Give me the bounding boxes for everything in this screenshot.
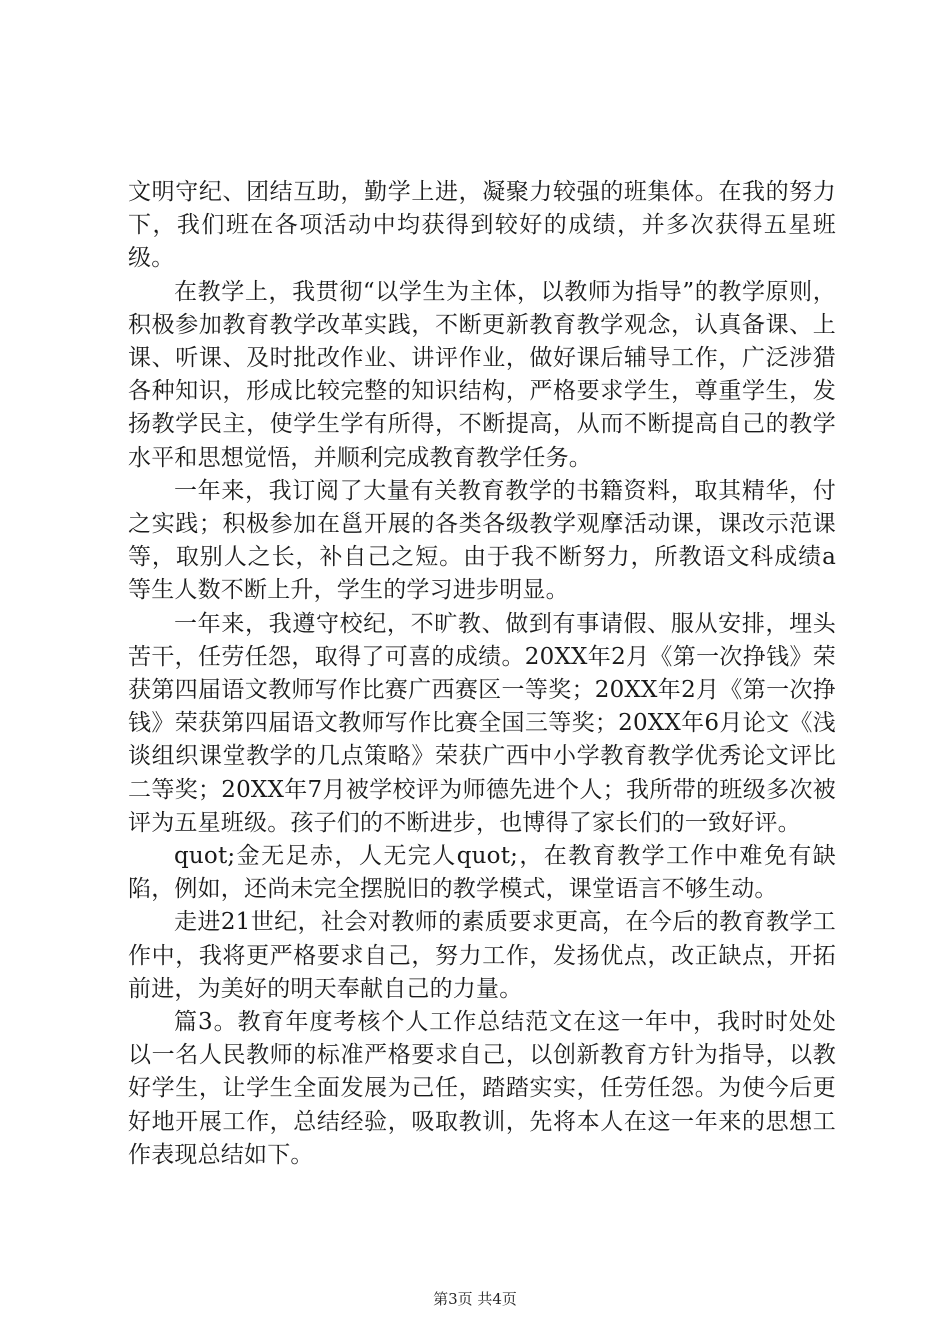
paragraph-teaching: 在教学上，我贯彻“以学生为主体，以教师为指导”的教学原则，积极参加教育教学改革实践，不断更新教育教学观念，认真备课、上课、听课、及时批改作业、讲评作业，做好课后辅导工作，广泛涉猎各种知识，形成比较完整的知识结构，严格要求学生，尊重学生，发扬教学民主，使学生学有所得，不断提高，从而不断提高自己的教学水平和思想觉悟，并顺利完成教育教学任务。 [128, 278, 836, 471]
paragraph-part-3: 篇3。教育年度考核个人工作总结范文在这一年中，我时时处处以一名人民教师的标准严格要求自己，以创新教育方针为指导，以教好学生，让学生全面发展为己任，踏踏实实，任劳任怨。为使今后更好地开展工作，总结经验，吸取教训，先将本人在这一年来的思想工作表现总结如下。 [128, 1009, 836, 1168]
paragraph-outlook: 走进21世纪，社会对教师的素质要求更高，在今后的教育教学工作中，我将更严格要求自己，努力工作，发扬优点，改正缺点，开拓前进，为美好的明天奉献自己的力量。 [128, 909, 836, 1002]
paragraph-shortcomings: quot;金无足赤，人无完人quot;，在教育教学工作中难免有缺陷，例如，还尚未完全摆脱旧的教学模式，课堂语言不够生动。 [128, 843, 836, 903]
page-number-footer: 第3页 共4页 [433, 1290, 517, 1308]
document-body [128, 176, 836, 1172]
paragraph-achievements: 一年来，我遵守校纪，不旷教、做到有事请假、服从安排，埋头苦干，任劳任怨，取得了可喜的成绩。20XX年2月《第一次挣钱》荣获第四届语文教师写作比赛广西赛区一等奖；20XX年2月《第一次挣钱》荣获第四届语文教师写作比赛全国三等奖；20XX年6月论文《浅谈组织课堂教学的几点策略》荣获广西中小学教育教学优秀论文评比二等奖；20XX年7月被学校评为师德先进个人；我所带的班级多次被评为五星班级。孩子们的不断进步，也博得了家长们的一致好评。 [128, 610, 836, 836]
paragraph-continuation: 文明守纪、团结互助，勤学上进，凝聚力较强的班集体。在我的努力下，我们班在各项活动中均获得到较好的成绩，并多次获得五星班级。 [128, 179, 836, 272]
paragraph-study: 一年来，我订阅了大量有关教育教学的书籍资料，取其精华，付之实践；积极参加在邕开展的各类各级教学观摩活动课，课改示范课等，取别人之长，补自己之短。由于我不断努力，所教语文科成绩a等生人数不断上升，学生的学习进步明显。 [128, 477, 836, 604]
